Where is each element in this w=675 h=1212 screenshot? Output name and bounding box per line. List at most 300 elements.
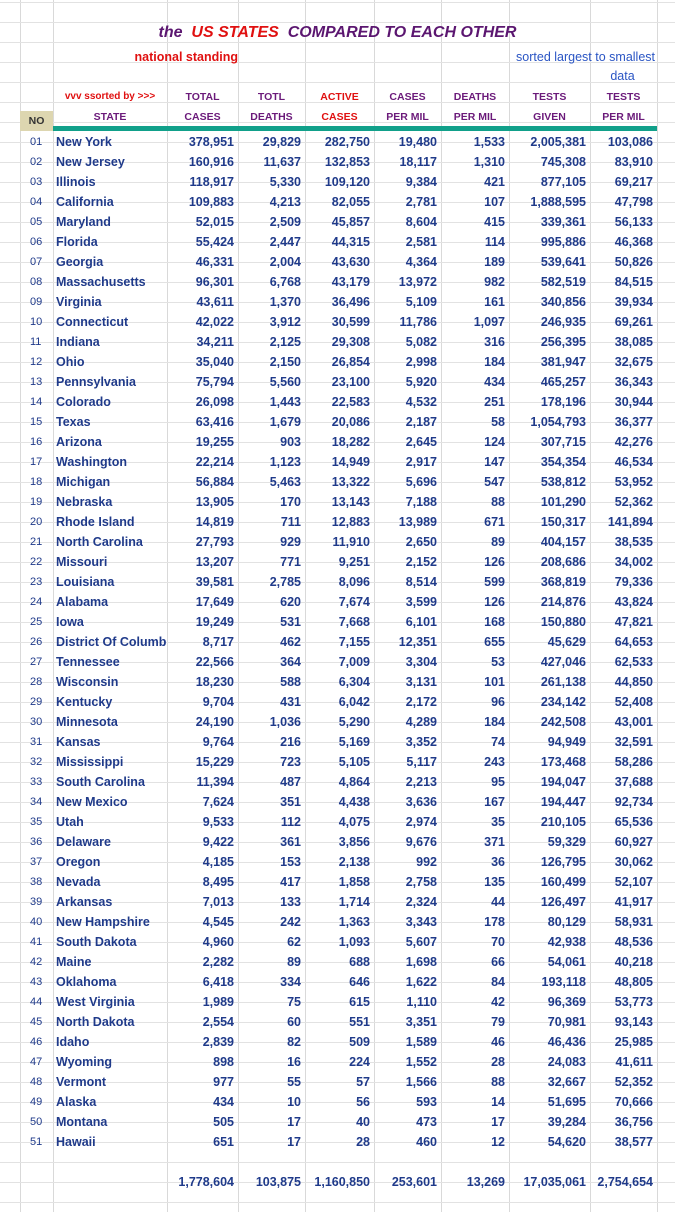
- row-value: 38,535: [614, 535, 653, 549]
- row-number: 44: [30, 996, 43, 1008]
- row-value: 55: [287, 1075, 301, 1089]
- row-value: 1,989: [202, 995, 234, 1009]
- row-value: 47,821: [614, 615, 653, 629]
- row-value: 62: [287, 935, 301, 949]
- state-name: Florida: [56, 235, 98, 249]
- row-value: 1,443: [269, 395, 301, 409]
- row-value: 1,036: [269, 715, 301, 729]
- row-value: 17: [287, 1135, 301, 1149]
- row-value: 2,645: [405, 435, 437, 449]
- row-value: 531: [280, 615, 301, 629]
- row-value: 30,062: [614, 855, 653, 869]
- row-value: 9,251: [338, 555, 370, 569]
- row-value: 2,758: [405, 875, 437, 889]
- grid-hline: [0, 42, 675, 43]
- row-value: 53: [491, 655, 505, 669]
- state-name: Connecticut: [56, 315, 129, 329]
- row-value: 36: [491, 855, 505, 869]
- row-value: 582,519: [540, 275, 586, 289]
- row-value: 178: [484, 915, 505, 929]
- row-value: 364: [280, 655, 301, 669]
- row-value: 2,554: [202, 1015, 234, 1029]
- row-value: 126,795: [540, 855, 586, 869]
- state-name: New Hampshire: [56, 915, 150, 929]
- row-value: 539,641: [540, 255, 586, 269]
- row-value: 56,133: [614, 215, 653, 229]
- row-value: 1,622: [405, 975, 437, 989]
- row-value: 194,447: [540, 795, 586, 809]
- grid-hline: [0, 1162, 675, 1163]
- row-value: 5,290: [338, 715, 370, 729]
- national-standing-note: national standing: [134, 50, 238, 64]
- row-value: 52,362: [614, 495, 653, 509]
- row-value: 82,055: [331, 195, 370, 209]
- row-value: 44,315: [331, 235, 370, 249]
- row-value: 208,686: [540, 555, 586, 569]
- total-value: 17,035,061: [523, 1175, 586, 1189]
- table-row: [0, 172, 675, 192]
- row-number: 01: [30, 136, 43, 148]
- row-value: 118,917: [189, 175, 234, 189]
- row-number: 43: [30, 976, 43, 988]
- row-value: 465,257: [540, 375, 586, 389]
- row-value: 82: [287, 1035, 301, 1049]
- row-value: 24,083: [547, 1055, 586, 1069]
- row-value: 5,607: [405, 935, 437, 949]
- row-value: 64,653: [614, 635, 653, 649]
- table-row: [0, 1072, 675, 1092]
- row-value: 368,819: [540, 575, 586, 589]
- header-top-cell: TOTAL: [185, 91, 220, 103]
- table-row: [0, 472, 675, 492]
- state-name: North Carolina: [56, 535, 143, 549]
- row-value: 316: [484, 335, 505, 349]
- row-value: 371: [484, 835, 505, 849]
- state-name: New Mexico: [56, 795, 128, 809]
- table-row: [0, 552, 675, 572]
- row-number: 25: [30, 616, 43, 628]
- row-value: 651: [213, 1135, 234, 1149]
- row-value: 184: [484, 355, 505, 369]
- row-value: 135: [484, 875, 505, 889]
- row-value: 431: [280, 695, 301, 709]
- row-value: 615: [349, 995, 370, 1009]
- row-value: 3,352: [405, 735, 437, 749]
- table-row: [0, 372, 675, 392]
- table-row: [0, 392, 675, 412]
- row-value: 93,143: [614, 1015, 653, 1029]
- row-value: 588: [280, 675, 301, 689]
- row-value: 38,577: [614, 1135, 653, 1149]
- state-name: Minnesota: [56, 715, 118, 729]
- row-value: 101,290: [540, 495, 586, 509]
- row-number: 04: [30, 196, 43, 208]
- row-value: 8,096: [338, 575, 370, 589]
- header-top-cell: ACTIVE: [320, 91, 359, 103]
- row-value: 5,082: [405, 335, 437, 349]
- row-value: 5,109: [405, 295, 437, 309]
- row-value: 22,583: [331, 395, 370, 409]
- row-value: 36,496: [331, 295, 370, 309]
- row-value: 95: [491, 775, 505, 789]
- row-value: 53,773: [614, 995, 653, 1009]
- state-name: Idaho: [56, 1035, 90, 1049]
- row-number: 20: [30, 516, 43, 528]
- row-value: 167: [484, 795, 505, 809]
- row-value: 89: [491, 535, 505, 549]
- row-value: 43,824: [614, 595, 653, 609]
- row-value: 4,364: [405, 255, 437, 269]
- row-value: 2,998: [405, 355, 437, 369]
- row-value: 147: [484, 455, 505, 469]
- table-row: [0, 752, 675, 772]
- row-value: 351: [280, 795, 301, 809]
- row-value: 2,004: [269, 255, 301, 269]
- row-value: 74: [491, 735, 505, 749]
- row-value: 2,974: [405, 815, 437, 829]
- row-value: 36,377: [614, 415, 653, 429]
- table-row: [0, 852, 675, 872]
- row-value: 13,989: [398, 515, 437, 529]
- row-value: 17: [287, 1115, 301, 1129]
- row-value: 46: [491, 1035, 505, 1049]
- row-value: 982: [484, 275, 505, 289]
- row-value: 70: [491, 935, 505, 949]
- row-value: 1,714: [338, 895, 370, 909]
- state-name: Montana: [56, 1115, 108, 1129]
- row-value: 58,931: [614, 915, 653, 929]
- row-value: 43,630: [331, 255, 370, 269]
- row-value: 538,812: [540, 475, 586, 489]
- state-name: South Dakota: [56, 935, 137, 949]
- row-value: 334: [280, 975, 301, 989]
- row-value: 45,629: [547, 635, 586, 649]
- row-number: 45: [30, 1016, 43, 1028]
- row-value: 9,384: [405, 175, 437, 189]
- row-value: 340,856: [540, 295, 586, 309]
- table-row: [0, 452, 675, 472]
- row-value: 5,920: [405, 375, 437, 389]
- row-value: 161: [484, 295, 505, 309]
- header-no: NO: [20, 111, 53, 131]
- row-value: 160,499: [540, 875, 586, 889]
- row-value: 59,329: [547, 835, 586, 849]
- row-value: 210,105: [540, 815, 586, 829]
- row-value: 7,013: [202, 895, 234, 909]
- row-number: 21: [30, 536, 43, 548]
- row-value: 58: [491, 415, 505, 429]
- page-title: [0, 24, 675, 42]
- row-value: 427,046: [540, 655, 586, 669]
- row-value: 66: [491, 955, 505, 969]
- row-value: 246,935: [540, 315, 586, 329]
- row-value: 19,480: [398, 135, 437, 149]
- row-value: 34,211: [196, 335, 234, 349]
- table-row: [0, 132, 675, 152]
- row-number: 42: [30, 956, 43, 968]
- table-row: [0, 652, 675, 672]
- row-value: 234,142: [540, 695, 586, 709]
- row-value: 42: [491, 995, 505, 1009]
- row-number: 48: [30, 1076, 43, 1088]
- row-value: 52,107: [614, 875, 653, 889]
- state-name: New Jersey: [56, 155, 125, 169]
- table-row: [0, 312, 675, 332]
- row-value: 224: [349, 1055, 370, 1069]
- table-row: [0, 1112, 675, 1132]
- state-name: Oklahoma: [56, 975, 117, 989]
- row-value: 80,129: [547, 915, 586, 929]
- table-row: [0, 252, 675, 272]
- row-value: 126: [484, 555, 505, 569]
- row-value: 60,927: [614, 835, 653, 849]
- row-value: 168: [484, 615, 505, 629]
- row-value: 1,054,793: [530, 415, 586, 429]
- row-number: 38: [30, 876, 43, 888]
- state-name: Utah: [56, 815, 84, 829]
- data-note: data: [610, 69, 635, 83]
- row-value: 8,514: [405, 575, 437, 589]
- row-value: 4,960: [202, 935, 234, 949]
- row-value: 24,190: [195, 715, 234, 729]
- table-row: [0, 1032, 675, 1052]
- row-value: 39,581: [195, 575, 234, 589]
- row-value: 2,781: [405, 195, 437, 209]
- row-value: 55,424: [195, 235, 234, 249]
- row-value: 2,581: [405, 235, 437, 249]
- row-value: 17,649: [195, 595, 234, 609]
- row-value: 771: [280, 555, 301, 569]
- state-name: Virginia: [56, 295, 102, 309]
- row-value: 599: [484, 575, 505, 589]
- row-number: 03: [30, 176, 43, 188]
- row-value: 173,468: [540, 755, 586, 769]
- row-value: 14,949: [331, 455, 370, 469]
- row-value: 9,422: [202, 835, 234, 849]
- table-row: [0, 872, 675, 892]
- row-value: 1,110: [406, 995, 437, 1009]
- row-value: 1,566: [405, 1075, 437, 1089]
- header-bottom-cell: CASES: [184, 111, 221, 123]
- row-value: 62,533: [614, 655, 653, 669]
- row-value: 242,508: [540, 715, 586, 729]
- table-row: [0, 192, 675, 212]
- row-value: 133: [280, 895, 301, 909]
- row-value: 261,138: [540, 675, 586, 689]
- row-value: 60: [287, 1015, 301, 1029]
- state-name: Wyoming: [56, 1055, 113, 1069]
- row-number: 13: [30, 376, 43, 388]
- state-name: Nebraska: [56, 495, 113, 509]
- table-row: [0, 612, 675, 632]
- row-value: 30,944: [614, 395, 653, 409]
- row-value: 5,330: [269, 175, 301, 189]
- row-value: 5,463: [269, 475, 301, 489]
- table-row: [0, 352, 675, 372]
- row-value: 12,883: [331, 515, 370, 529]
- row-value: 256,395: [540, 335, 586, 349]
- row-value: 6,768: [269, 275, 301, 289]
- row-value: 70,666: [614, 1095, 653, 1109]
- row-value: 23,100: [331, 375, 370, 389]
- row-value: 44: [491, 895, 505, 909]
- row-value: 75: [287, 995, 301, 1009]
- row-value: 178,196: [540, 395, 586, 409]
- sorted-largest-note: sorted largest to smallest: [516, 50, 655, 64]
- table-row: [0, 692, 675, 712]
- table-row: [0, 792, 675, 812]
- state-name: Massachusetts: [56, 275, 146, 289]
- table-row: [0, 932, 675, 952]
- header-top-cell: DEATHS: [453, 91, 497, 103]
- row-number: 12: [30, 356, 43, 368]
- row-value: 2,187: [405, 415, 437, 429]
- row-value: 6,418: [202, 975, 234, 989]
- state-name: Indiana: [56, 335, 100, 349]
- total-value: 13,269: [466, 1175, 505, 1189]
- table-row: [0, 672, 675, 692]
- sorted-by-note: vvv ssorted by >>>: [64, 91, 156, 102]
- row-value: 141,894: [607, 515, 653, 529]
- row-value: 1,858: [338, 875, 370, 889]
- state-name: Maryland: [56, 215, 111, 229]
- row-value: 898: [213, 1055, 234, 1069]
- row-value: 189: [484, 255, 505, 269]
- row-value: 46,331: [195, 255, 234, 269]
- row-value: 47,798: [614, 195, 653, 209]
- row-value: 620: [280, 595, 301, 609]
- row-value: 50,826: [614, 255, 653, 269]
- row-value: 28: [356, 1135, 370, 1149]
- row-value: 877,105: [540, 175, 586, 189]
- row-value: 992: [416, 855, 437, 869]
- state-name: Louisiana: [56, 575, 115, 589]
- row-value: 79: [491, 1015, 505, 1029]
- row-value: 39,284: [547, 1115, 586, 1129]
- table-row: [0, 712, 675, 732]
- row-value: 56,884: [195, 475, 234, 489]
- row-value: 3,856: [338, 835, 370, 849]
- state-name: Kansas: [56, 735, 101, 749]
- row-number: 23: [30, 576, 43, 588]
- row-value: 547: [484, 475, 505, 489]
- state-name: Rhode Island: [56, 515, 135, 529]
- row-value: 339,361: [540, 215, 586, 229]
- row-value: 2,509: [269, 215, 301, 229]
- row-value: 354,354: [540, 455, 586, 469]
- row-value: 75,794: [195, 375, 234, 389]
- row-value: 35: [491, 815, 505, 829]
- row-value: 160,916: [188, 155, 234, 169]
- row-value: 361: [280, 835, 301, 849]
- row-value: 27,793: [195, 535, 234, 549]
- header-bottom-cell: PER MIL: [602, 111, 645, 123]
- state-name: Michigan: [56, 475, 111, 489]
- row-value: 15,229: [195, 755, 234, 769]
- row-value: 2,839: [202, 1035, 234, 1049]
- row-value: 16: [287, 1055, 301, 1069]
- state-name: West Virginia: [56, 995, 135, 1009]
- row-number: 36: [30, 836, 43, 848]
- row-value: 903: [280, 435, 301, 449]
- row-value: 13,972: [398, 275, 437, 289]
- table-row: [0, 1092, 675, 1112]
- row-value: 3,343: [405, 915, 437, 929]
- row-value: 11,910: [332, 535, 370, 549]
- row-value: 58,286: [614, 755, 653, 769]
- row-value: 13,322: [331, 475, 370, 489]
- row-value: 32,667: [547, 1075, 586, 1089]
- state-name: Ohio: [56, 355, 85, 369]
- row-value: 3,912: [269, 315, 301, 329]
- table-row: [0, 412, 675, 432]
- row-value: 79,336: [614, 575, 653, 589]
- row-value: 126,497: [540, 895, 586, 909]
- table-row: [0, 572, 675, 592]
- row-value: 51,695: [547, 1095, 586, 1109]
- row-number: 40: [30, 916, 43, 928]
- row-number: 47: [30, 1056, 43, 1068]
- row-value: 2,213: [405, 775, 437, 789]
- row-value: 509: [349, 1035, 370, 1049]
- row-value: 132,853: [324, 155, 370, 169]
- row-value: 723: [280, 755, 301, 769]
- state-name: Georgia: [56, 255, 104, 269]
- row-value: 193,118: [541, 975, 586, 989]
- row-number: 24: [30, 596, 43, 608]
- row-number: 27: [30, 656, 43, 668]
- row-value: 214,876: [540, 595, 586, 609]
- row-value: 3,351: [405, 1015, 437, 1029]
- state-name: California: [56, 195, 114, 209]
- table-row: [0, 772, 675, 792]
- table-row: [0, 892, 675, 912]
- state-name: Alabama: [56, 595, 109, 609]
- row-value: 94,949: [547, 735, 586, 749]
- row-value: 1,552: [405, 1055, 437, 1069]
- state-name: Arizona: [56, 435, 102, 449]
- row-value: 107: [484, 195, 505, 209]
- row-value: 65,536: [614, 815, 653, 829]
- row-value: 12: [491, 1135, 505, 1149]
- row-value: 96,369: [547, 995, 586, 1009]
- row-value: 194,047: [540, 775, 586, 789]
- row-number: 08: [30, 276, 43, 288]
- table-row: [0, 912, 675, 932]
- row-value: 150,880: [540, 615, 586, 629]
- row-value: 1,093: [338, 935, 370, 949]
- row-value: 92,734: [614, 795, 653, 809]
- row-value: 18,230: [195, 675, 234, 689]
- row-number: 06: [30, 236, 43, 248]
- row-value: 251: [484, 395, 505, 409]
- state-name: Kentucky: [56, 695, 113, 709]
- row-value: 52,408: [614, 695, 653, 709]
- row-number: 05: [30, 216, 43, 228]
- row-value: 13,905: [195, 495, 234, 509]
- row-value: 7,624: [202, 795, 234, 809]
- row-value: 46,534: [614, 455, 653, 469]
- row-value: 404,157: [540, 535, 586, 549]
- header-bottom-cell: CASES: [321, 111, 358, 123]
- row-value: 4,075: [338, 815, 370, 829]
- row-value: 69,261: [614, 315, 653, 329]
- title-suffix: COMPARED TO EACH OTHER: [287, 24, 517, 41]
- row-value: 14,819: [195, 515, 234, 529]
- row-value: 3,599: [405, 595, 437, 609]
- table-row: [0, 332, 675, 352]
- title-prefix: the: [158, 24, 183, 41]
